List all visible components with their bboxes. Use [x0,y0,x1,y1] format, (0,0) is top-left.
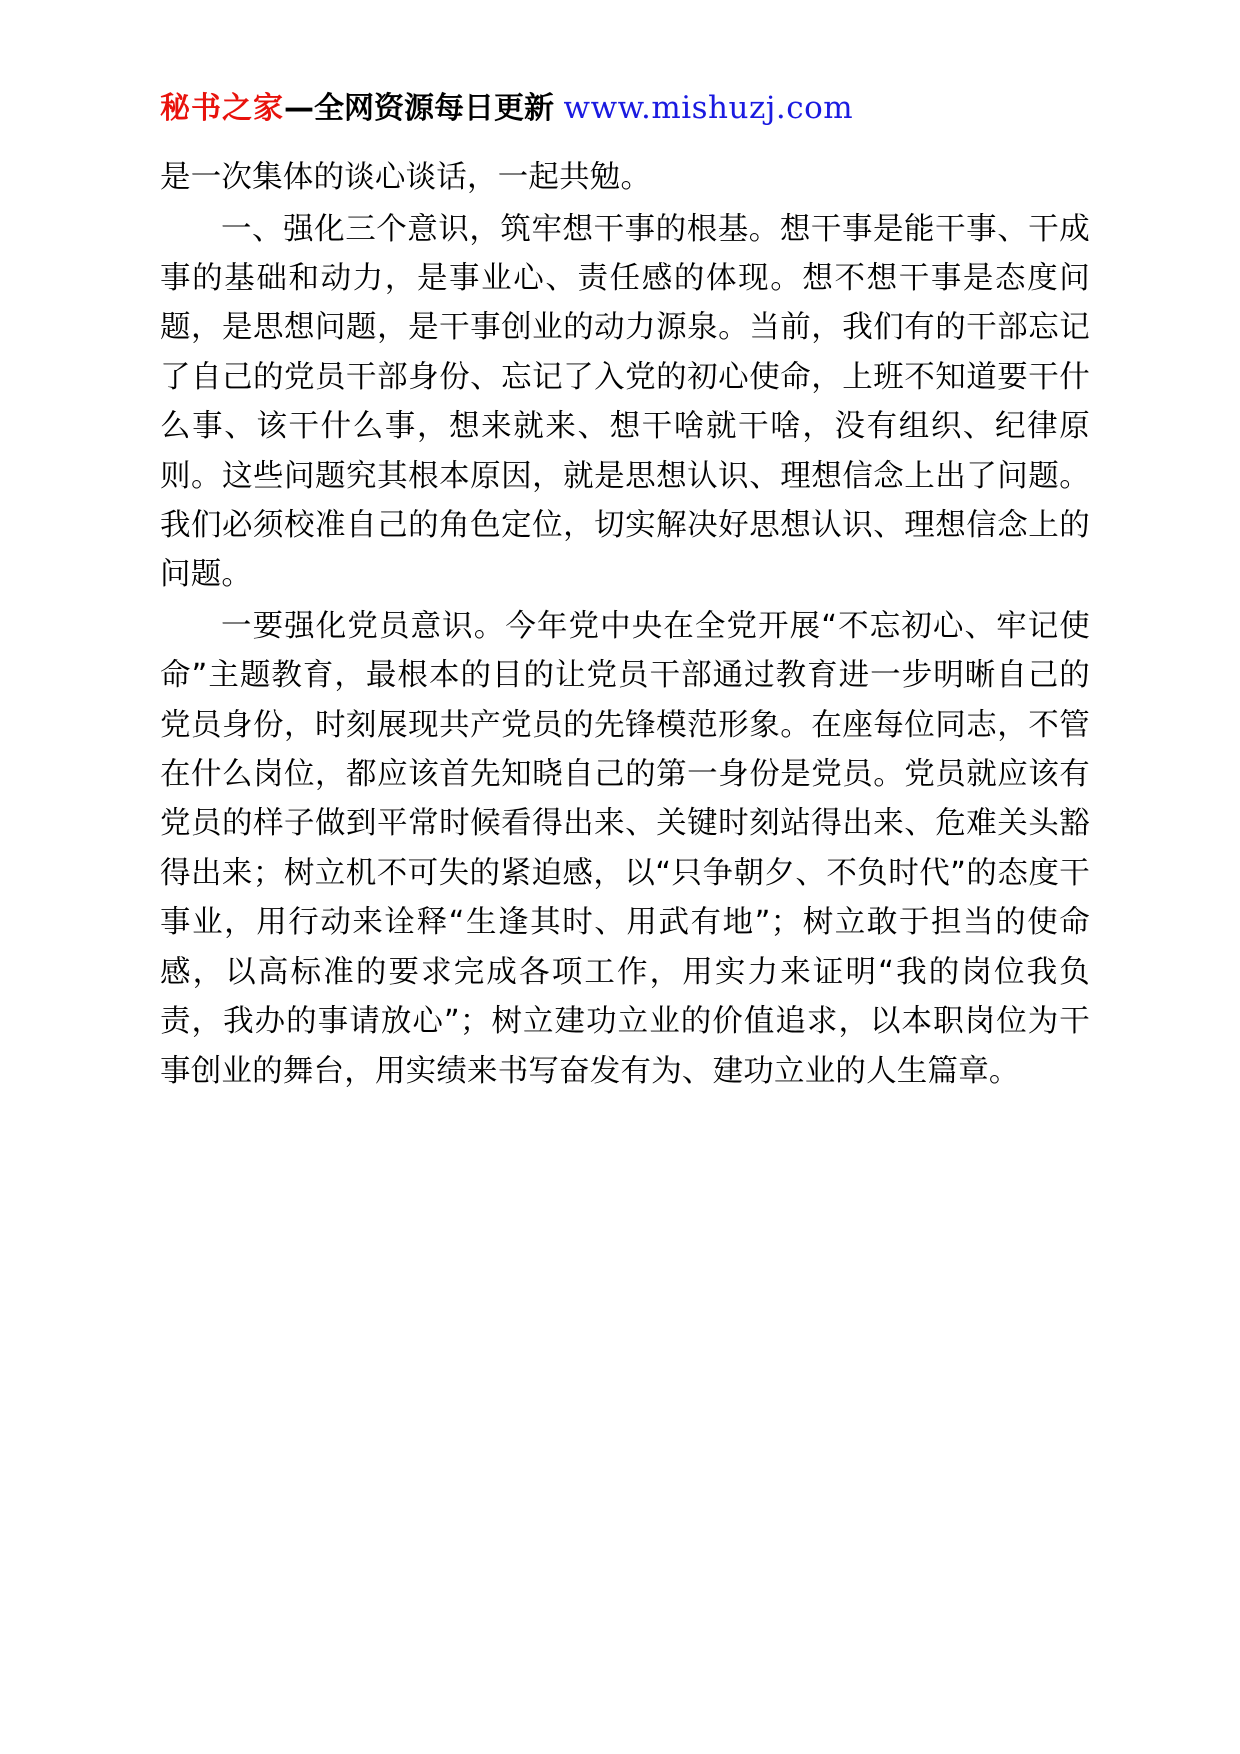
site-tagline-text: —全网资源每日更新 [284,91,554,126]
paragraph-intro: 是一次集体的谈心谈话，一起共勉。 [160,160,652,196]
document-body [160,153,1090,1096]
site-url-link[interactable]: www.mishuzj.com [563,90,854,126]
paragraph-subsection-one: 一要强化党员意识。今年党中央在全党开展“不忘初心、牢记使命”主题教育，最根本的目的让党员干部通过教育进一步明晰自己的党员身份，时刻展现共产党员的先锋模范形象。在座每位同志，不管在什么岗位，都应该首先知晓自己的第一身份是党员。党员就应该有党员的样子做到平常时候看得出来、关键时刻站得出来、危难关头豁得出来；树立机不可失的紧迫感，以“只争朝夕、不负时代”的态度干事业，用行动来诠释“生逢其时、用武有地”；树立敢于担当的使命感，以高标准的要求完成各项工作，用实力来证明“我的岗位我负责，我办的事请放心”；树立建功立业的价值追求，以本职岗位为干事创业的舞台，用实绩来书写奋发有为、建功立业的人生篇章。 [160,608,1090,1089]
site-brand-text: 秘书之家 [160,91,284,126]
watermark-header [160,90,1090,127]
paragraph-section-one: 一、强化三个意识，筑牢想干事的根基。想干事是能干事、干成事的基础和动力，是事业心、责任感的体现。想不想干事是态度问题，是思想问题，是干事创业的动力源泉。当前，我们有的干部忘记了自己的党员干部身份、忘记了入党的初心使命，上班不知道要干什么事、该干什么事，想来就来、想干啥就干啥，没有组织、纪律原则。这些问题究其根本原因，就是思想认识、理想信念上出了问题。我们必须校准自己的角色定位，切实解决好思想认识、理想信念上的问题。 [160,211,1090,593]
